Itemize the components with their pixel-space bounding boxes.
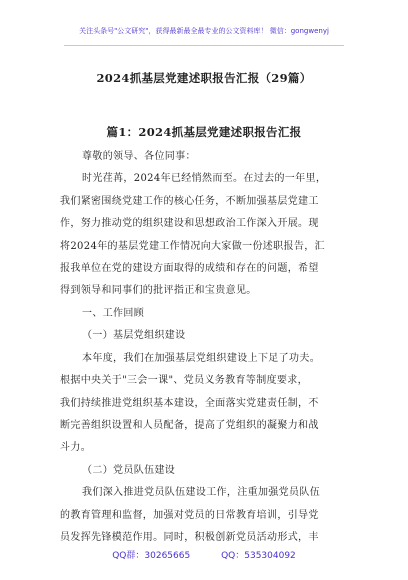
section-title: 篇1：2024抓基层党建述职报告汇报 — [106, 125, 302, 139]
paragraph-line: 斗力。 — [60, 442, 92, 454]
footer-contact — [0, 548, 408, 561]
paragraph-line: 报我单位在党的建设方面取得的成绩和存在的问题，希望 — [60, 263, 319, 275]
paragraph-line: 我们紧密围绕党建工作的核心任务，不断加强基层党建工 — [60, 195, 319, 207]
paragraph-line: 将2024年的基层党建工作情况向大家做一份述职报告，汇 — [60, 240, 325, 252]
paragraph-line: 作，努力推动党的组织建设和思想政治工作深入开展。现 — [60, 218, 319, 230]
heading-work-review: 一、工作回顾 — [82, 307, 145, 319]
footer-qq-group: QQ群：30265665 — [112, 551, 191, 561]
footer-qq: QQ：535304092 — [221, 551, 296, 561]
paragraph-line: 我们深入推进党员队伍建设工作，注重加强党员队伍 — [82, 487, 321, 499]
paragraph-line: 根据中央关于"三会一课"、党员义务教育等制度要求， — [60, 375, 308, 387]
paragraph-line: 时光荏苒，2024年已经悄然而至。在过去的一年里， — [82, 173, 327, 185]
subheading-party-organization: （一）基层党组织建设 — [82, 330, 186, 342]
salutation-line: 尊敬的领导、各位同事： — [82, 151, 196, 162]
paragraph-line: 员发挥先锋模范作用。同时，积极创新党员活动形式，丰 — [60, 532, 319, 543]
header-banner: 关注头条号"公文研究"，获得最新最全最专业的公文资料库！ 微信：gongwenyj — [79, 27, 329, 35]
subheading-party-members: （二）党员队伍建设 — [82, 464, 176, 476]
paragraph-line: 本年度，我们在加强基层党组织建设上下足了功夫。 — [82, 352, 321, 364]
document-title: 2024抓基层党建述职报告汇报（29篇） — [96, 71, 312, 85]
paragraph-line: 得到领导和同事们的批评指正和宝贵意见。 — [60, 285, 257, 297]
paragraph-line: 的教育管理和监督，加强对党员的日常教育培训，引导党 — [60, 509, 319, 521]
paragraph-line: 断完善组织设置和人员配备，提高了党组织的凝聚力和战 — [60, 419, 319, 431]
paragraph-line: 我们持续推进党组织基本建设，全面落实党建责任制，不 — [60, 397, 319, 409]
header-divider — [64, 45, 344, 46]
